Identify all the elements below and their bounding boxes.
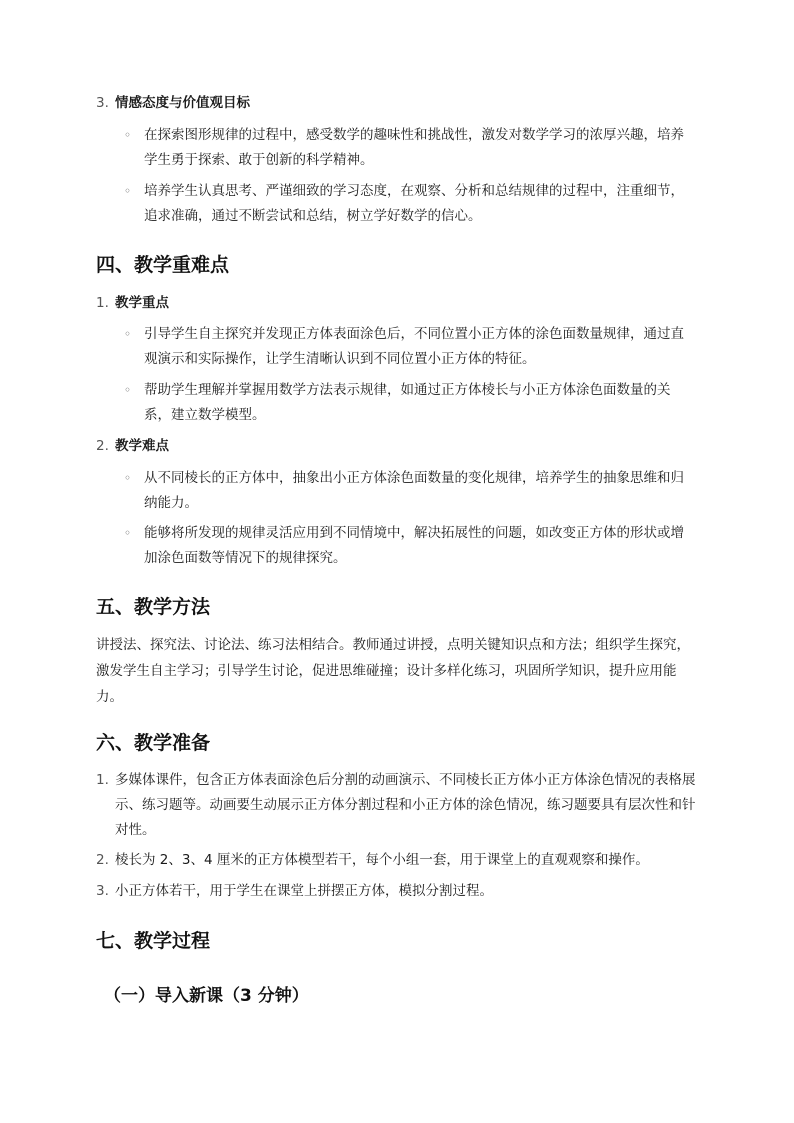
list-item-title: 情感态度与价值观目标 [115, 95, 250, 111]
bullet-item [124, 378, 694, 428]
list-item-text: 多媒体课件，包含正方体表面涂色后分割的动画演示、不同棱长正方体小正方体涂色情况的表格展示、练习题等。动画要生动展示正方体分割过程和小正方体的涂色情况，练习题要具有层次性和针对性。 [115, 772, 696, 838]
list-item-difficulties [96, 434, 706, 459]
bullet-text: 在探索图形规律的过程中，感受数学的趣味性和挑战性，激发对数学学习的浓厚兴趣，培养学生勇于探索、敢于创新的科学精神。 [144, 127, 684, 168]
list-number: 2. [96, 438, 109, 454]
bullet-icon: ◦ [124, 526, 132, 540]
list-item-emotion-goal [96, 91, 706, 116]
paragraph: 讲授法、探究法、讨论法、练习法相结合。教师通过讲授，点明关键知识点和方法；组织学生探究，激发学生自主学习；引导学生讨论，促进思维碰撞；设计多样化练习，巩固所学知识，提升应用能力。 [96, 637, 690, 705]
list-number: 2. [96, 852, 109, 868]
bullet-text: 能够将所发现的规律灵活应用到不同情境中，解决拓展性的问题，如改变正方体的形状或增加涂色面数等情况下的规律探究。 [144, 525, 684, 566]
bullet-icon: ◦ [124, 327, 132, 341]
section-heading: 七、教学过程 [96, 930, 211, 952]
bullet-text: 引导学生自主探究并发现正方体表面涂色后，不同位置小正方体的涂色面数量规律，通过直观演示和实际操作，让学生清晰认识到不同位置小正方体的特征。 [144, 326, 684, 367]
list-item-key-points [96, 291, 706, 316]
list-item [96, 768, 706, 843]
list-item-text: 小正方体若干，用于学生在课堂上拼摆正方体，模拟分割过程。 [115, 883, 493, 899]
bullet-icon: ◦ [124, 128, 132, 142]
bullet-text: 从不同棱长的正方体中，抽象出小正方体涂色面数量的变化规律，培养学生的抽象思维和归纳能力。 [144, 470, 684, 511]
bullet-item [124, 521, 694, 571]
subsection-heading: （一）导入新课（3 分钟） [104, 986, 309, 1006]
section-heading: 四、教学重难点 [96, 254, 230, 276]
list-item-title: 教学难点 [115, 438, 169, 454]
list-number: 1. [96, 295, 109, 311]
section-heading: 五、教学方法 [96, 596, 211, 618]
bullet-item [124, 466, 694, 516]
list-item [96, 879, 706, 904]
bullet-item [124, 322, 694, 372]
bullet-icon: ◦ [124, 184, 132, 198]
list-item-text: 棱长为 2、3、4 厘米的正方体模型若干，每个小组一套，用于课堂上的直观观察和操作。 [115, 852, 649, 868]
bullet-item [124, 123, 694, 173]
bullet-text: 培养学生认真思考、严谨细致的学习态度，在观察、分析和总结规律的过程中，注重细节，追求准确，通过不断尝试和总结，树立学好数学的信心。 [144, 183, 684, 224]
list-item-title: 教学重点 [115, 295, 169, 311]
list-item [96, 848, 706, 873]
bullet-icon: ◦ [124, 471, 132, 485]
list-number: 1. [96, 772, 109, 788]
bullet-icon: ◦ [124, 383, 132, 397]
bullet-item [124, 179, 694, 229]
bullet-text: 帮助学生理解并掌握用数学方法表示规律，如通过正方体棱长与小正方体涂色面数量的关系，建立数学模型。 [144, 382, 671, 423]
list-number: 3. [96, 95, 109, 111]
section-heading: 六、教学准备 [96, 732, 211, 754]
list-number: 3. [96, 883, 109, 899]
